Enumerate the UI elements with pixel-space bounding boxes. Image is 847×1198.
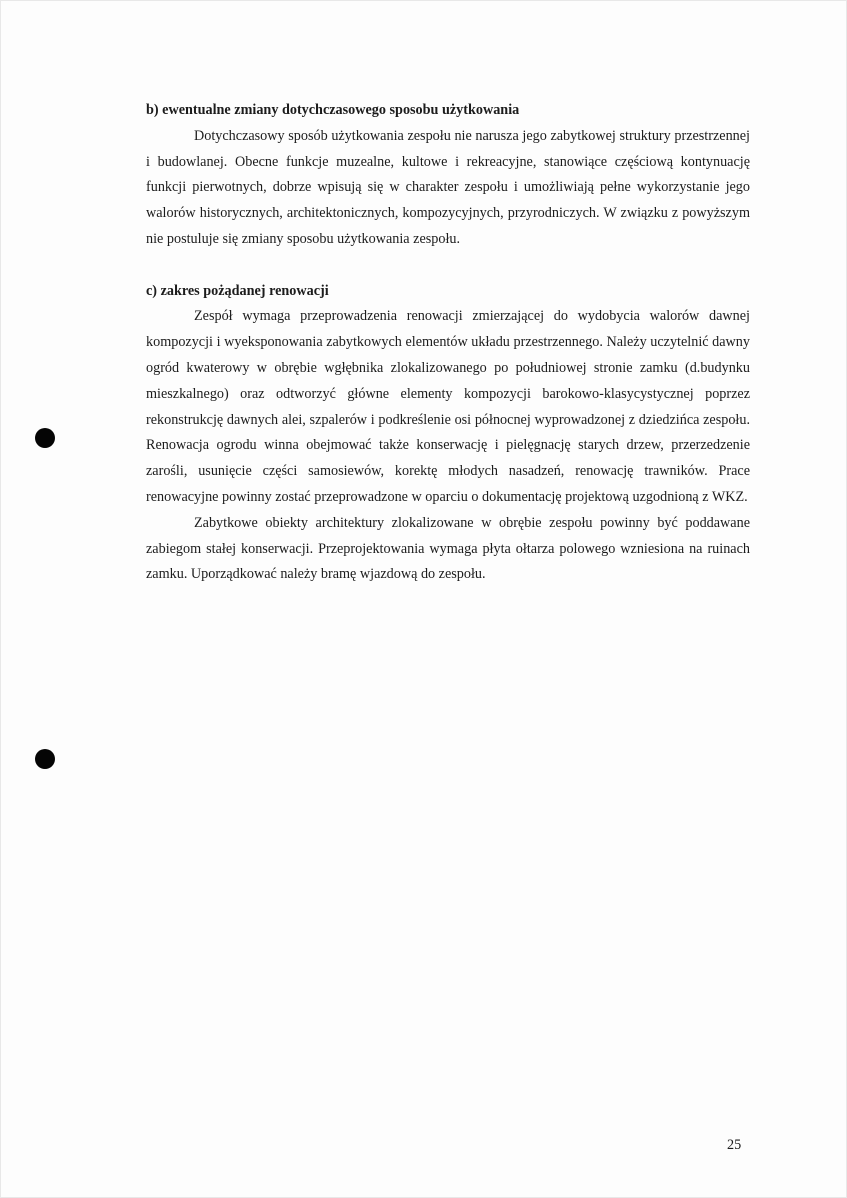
section-b-heading: b) ewentualne zmiany dotychczasowego sposobu użytkowania: [146, 102, 520, 118]
section-c-paragraph-2: Zabytkowe obiekty architektury zlokalizowane w obrębie zespołu powinny być poddawane zabiegom stałej konserwacji. Przeprojektowania wymaga płyta ołtarza polowego wzniesiona na ruinach zamku. Uporządkować należy bramę wjazdową do zespołu.: [146, 514, 750, 583]
punch-hole-top: [35, 428, 55, 448]
page-number: 25: [727, 1137, 742, 1153]
section-spacer: [146, 253, 750, 279]
section-b-paragraph: Dotychczasowy sposób użytkowania zespołu nie narusza jego zabytkowej struktury przestrzennej i budowlanej. Obecne funkcje muzealne, kultowe i rekreacyjne, stanowiące częściową kontynuację funkcji pierwotnych, dobrze wpisują się w charakter zespołu i umożliwiają pełne wykorzystanie jego walorów historycznych, architektonicznych, kompozycyjnych, przyrodniczych. W związku z powyższym nie postuluje się zmiany sposobu użytkowania zespołu.: [146, 127, 750, 247]
punch-hole-bottom: [35, 749, 55, 769]
document-body: [146, 98, 750, 588]
section-c-heading: c) zakres pożądanej renowacji: [146, 282, 329, 299]
section-c-paragraph-1: Zespół wymaga przeprowadzenia renowacji zmierzającej do wydobycia walorów dawnej kompozycji i wyeksponowania zabytkowych elementów układu przestrzennego. Należy uczytelnić dawny ogród kwaterowy w obrębie wgłębnika zlokalizowanego po południowej stronie zamku (d.budynku mieszkalnego) oraz odtworzyć główne elementy kompozycji barokowo-klasycystycznej poprzez rekonstrukcję dawnych alei, szpalerów i podkreślenie osi północnej wyprowadzonej z dziedzińca zespołu. Renowacja ogrodu winna obejmować także konserwację i pielęgnację starych drzew, przerzedzenie zarośli, usunięcie części samosiewów, korektę młodych nasadzeń, renowację trawników. Prace renowacyjne powinny zostać przeprowadzone w oparciu o dokumentację projektową uzgodnioną z WKZ.: [146, 308, 750, 505]
